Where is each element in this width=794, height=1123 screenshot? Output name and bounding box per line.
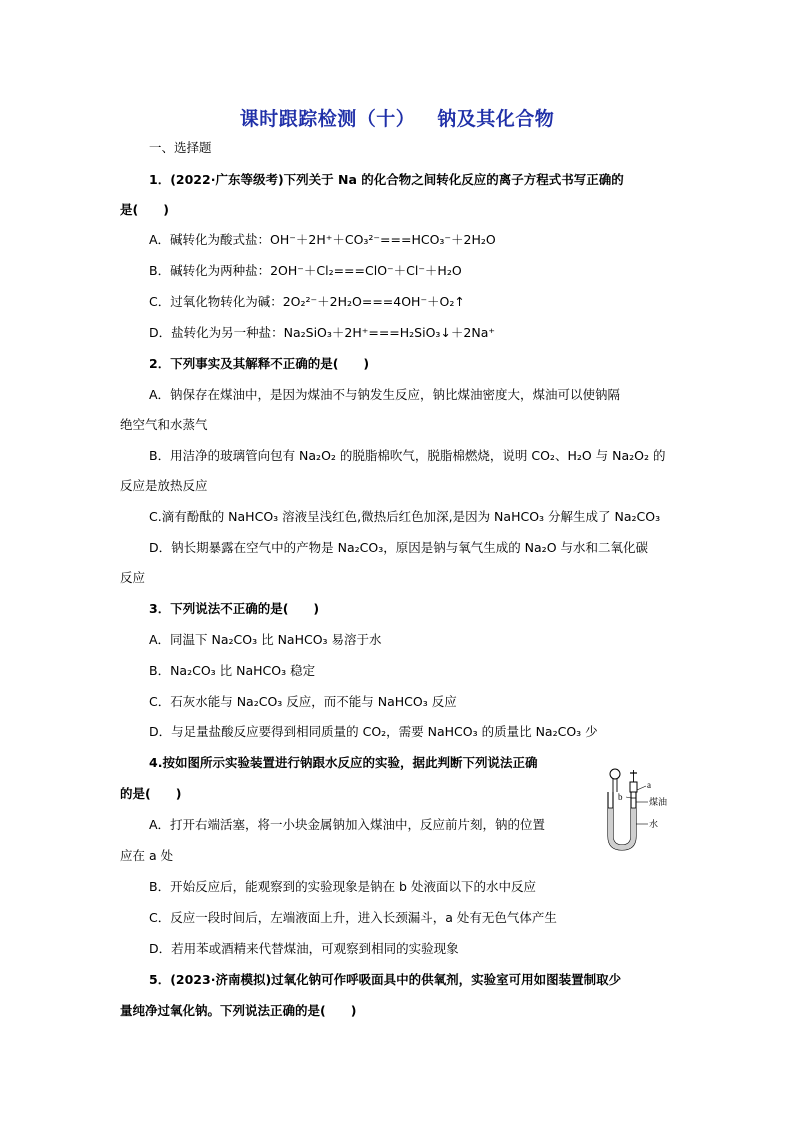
- section-heading: 一、选择题: [149, 140, 212, 155]
- q2-option-c: C.滴有酚酞的 NaHCO₃ 溶液呈浅红色,微热后红色加深,是因为 NaHCO₃ 分解生成了 Na₂CO₃: [149, 509, 661, 524]
- q1-stem-line2: 是( ): [120, 202, 169, 217]
- q3-option-a: A．同温下 Na₂CO₃ 比 NaHCO₃ 易溶于水: [149, 632, 382, 647]
- water: [608, 808, 636, 850]
- q3-option-b: B．Na₂CO₃ 比 NaHCO₃ 稳定: [149, 663, 316, 678]
- q3-option-d: D．与足量盐酸反应要得到相同质量的 CO₂，需要 NaHCO₃ 的质量比 Na₂CO₃ 少: [149, 724, 598, 739]
- label-oil: 煤油: [649, 798, 668, 808]
- q4-option-d: D．若用苯或酒精来代替煤油，可观察到相同的实验现象: [149, 941, 459, 956]
- q4-option-b: B．开始反应后，能观察到的实验现象是钠在 b 处液面以下的水中反应: [149, 879, 536, 894]
- q1-option-d: D．盐转化为另一种盐：Na₂SiO₃＋2H⁺===H₂SiO₃↓＋2Na⁺: [149, 325, 495, 340]
- q4-option-a-line1: A．打开右端活塞，将一小块金属钠加入煤油中，反应前片刻，钠的位置: [149, 817, 546, 832]
- q4-option-a-line2: 应在 a 处: [120, 848, 174, 863]
- q1-option-b: B．碱转化为两种盐：2OH⁻＋Cl₂===ClO⁻＋Cl⁻＋H₂O: [149, 263, 462, 278]
- q5-stem-line2: 量纯净过氧化钠。下列说法正确的是( ): [120, 1003, 357, 1018]
- title-left: 课时跟踪检测（十）: [239, 108, 416, 130]
- q1-stem-line1: 1．(2022·广东等级考)下列关于 Na 的化合物之间转化反应的离子方程式书写正确的: [149, 172, 624, 187]
- q2-option-a-line1: A．钠保存在煤油中，是因为煤油不与钠发生反应，钠比煤油密度大，煤油可以使钠隔: [149, 387, 621, 402]
- q1-option-c: C．过氧化物转化为碱：2O₂²⁻＋2H₂O===4OH⁻＋O₂↑: [149, 294, 465, 309]
- q2-option-b-line2: 反应是放热反应: [120, 478, 208, 493]
- q4-stem-line2: 的是( ): [120, 786, 182, 801]
- title-right: 钠及其化合物: [437, 108, 555, 130]
- q2-option-d-line1: D．钠长期暴露在空气中的产物是 Na₂CO₃，原因是钠与氧气生成的 Na₂O 与水和二氧化碳: [149, 540, 649, 555]
- label-a: a: [647, 780, 651, 790]
- q2-stem: 2．下列事实及其解释不正确的是( ): [149, 356, 370, 371]
- stopper: [630, 782, 637, 792]
- q5-stem-line1: 5．(2023·济南模拟)过氧化钠可作呼吸面具中的供氧剂，实验室可用如图装置制取少: [149, 972, 622, 987]
- q4-option-c: C．反应一段时间后，左端液面上升，进入长颈漏斗，a 处有无色气体产生: [149, 910, 557, 925]
- q2-option-b-line1: B．用洁净的玻璃管向包有 Na₂O₂ 的脱脂棉吹气，脱脂棉燃烧，说明 CO₂、H₂O 与 Na₂O₂ 的: [149, 448, 666, 463]
- q4-stem-line1: 4.按如图所示实验装置进行钠跟水反应的实验，据此判断下列说法正确: [149, 755, 538, 770]
- q3-stem: 3．下列说法不正确的是( ): [149, 601, 320, 616]
- q3-option-c: C．石灰水能与 Na₂CO₃ 反应，而不能与 NaHCO₃ 反应: [149, 694, 457, 709]
- q2-option-d-line2: 反应: [120, 570, 146, 585]
- funnel-bulb: [610, 769, 620, 779]
- q1-option-a: A．碱转化为酸式盐：OH⁻＋2H⁺＋CO₃²⁻===HCO₃⁻＋2H₂O: [149, 232, 496, 247]
- q2-option-a-line2: 绝空气和水蒸气: [120, 417, 208, 432]
- label-water: 水: [649, 820, 659, 830]
- label-b: b: [618, 792, 623, 802]
- u-tube-apparatus-figure: [602, 764, 688, 854]
- page-title: [0, 104, 794, 131]
